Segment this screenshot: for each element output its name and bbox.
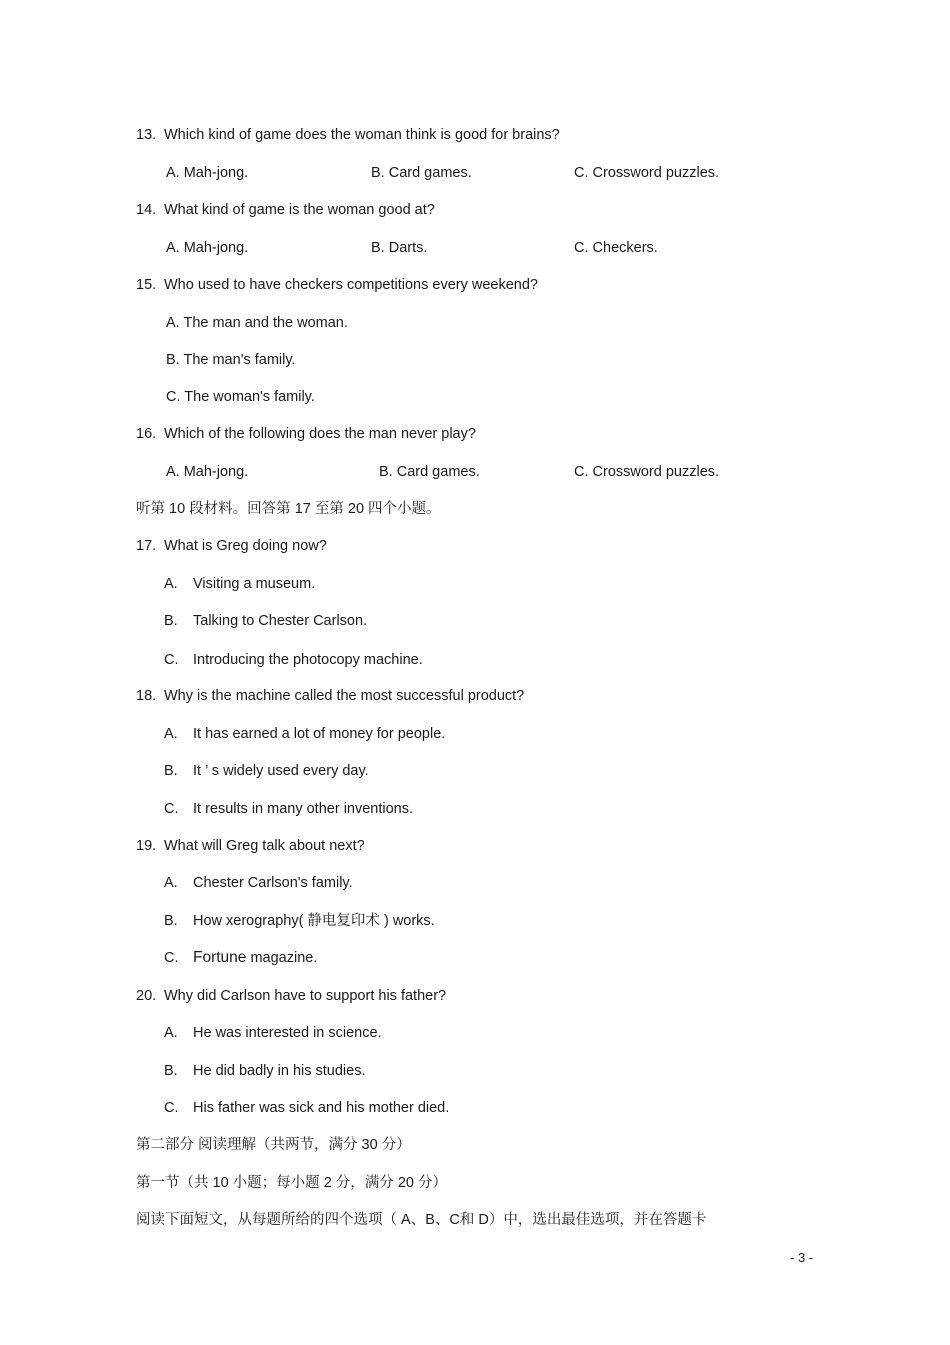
question-text: What will Greg talk about next? — [164, 838, 365, 854]
question-number: 20. — [136, 988, 157, 1004]
option-b: B. Darts. — [371, 240, 428, 256]
option-a: Chester Carlson's family. — [193, 875, 353, 891]
question-number: 14. — [136, 202, 157, 218]
question-text: Who used to have checkers competitions every weekend? — [164, 277, 538, 293]
question-number: 13. — [136, 127, 157, 143]
section-instruction: 阅读下面短文，从每题所给的四个选项（ A、B、C和 D）中，选出最佳选项，并在答题卡 — [136, 1212, 707, 1228]
question-number: 17. — [136, 538, 157, 554]
option-c: C. Checkers. — [574, 240, 658, 256]
option-a: A. Mah-jong. — [166, 464, 249, 480]
option-letter: A. — [164, 576, 178, 592]
question-number: 16. — [136, 426, 157, 442]
option-a: It has earned a lot of money for people. — [193, 726, 446, 742]
option-a: A. Mah-jong. — [166, 165, 249, 181]
section-heading: 第二部分 阅读理解（共两节，满分 30 分） — [136, 1137, 411, 1153]
question-text: Which of the following does the man never play? — [164, 426, 476, 442]
option-b: B. Card games. — [371, 165, 472, 181]
option-b: B. Card games. — [379, 464, 480, 480]
option-letter: A. — [164, 875, 178, 891]
option-letter: B. — [164, 1063, 178, 1079]
option-letter: C. — [164, 1100, 179, 1116]
question-text: Which kind of game does the woman think is good for brains? — [164, 127, 560, 143]
option-letter: C. — [164, 950, 179, 966]
question-text: Why is the machine called the most successful product? — [164, 688, 525, 704]
option-letter: C. — [164, 652, 179, 668]
option-c: C. The woman's family. — [166, 389, 315, 405]
option-letter: B. — [164, 763, 178, 779]
section-instruction: 听第 10 段材料。回答第 17 至第 20 四个小题。 — [136, 501, 441, 517]
option-letter: B. — [164, 913, 178, 929]
option-b: Talking to Chester Carlson. — [193, 613, 368, 629]
option-letter: C. — [164, 801, 179, 817]
option-b: He did badly in his studies. — [193, 1063, 366, 1079]
option-c-rest: magazine. — [246, 950, 318, 966]
option-letter: A. — [164, 726, 178, 742]
page-number: - 3 - — [790, 1250, 814, 1265]
option-a: A. The man and the woman. — [166, 315, 348, 331]
option-b: It ’ s widely used every day. — [193, 763, 369, 779]
option-b: How xerography( 静电复印术 ) works. — [193, 913, 435, 929]
question-number: 15. — [136, 277, 157, 293]
option-letter: B. — [164, 613, 178, 629]
question-number: 18. — [136, 688, 157, 704]
question-text: Why did Carlson have to support his father? — [164, 988, 447, 1004]
option-c: His father was sick and his mother died. — [193, 1100, 450, 1116]
magazine-title: Fortune — [193, 949, 247, 966]
option-letter: A. — [164, 1025, 178, 1041]
option-c: C. Crossword puzzles. — [574, 165, 720, 181]
option-b: B. The man's family. — [166, 352, 296, 368]
option-c: Introducing the photocopy machine. — [193, 652, 423, 668]
option-a: Visiting a museum. — [193, 576, 316, 592]
option-a: He was interested in science. — [193, 1025, 382, 1041]
option-c: It results in many other inventions. — [193, 801, 414, 817]
option-a: A. Mah-jong. — [166, 240, 249, 256]
question-text: What is Greg doing now? — [164, 538, 327, 554]
option-c: C. Crossword puzzles. — [574, 464, 720, 480]
question-number: 19. — [136, 838, 157, 854]
section-heading: 第一节（共 10 小题；每小题 2 分，满分 20 分） — [136, 1175, 447, 1191]
question-text: What kind of game is the woman good at? — [164, 202, 435, 218]
option-c — [193, 948, 317, 968]
